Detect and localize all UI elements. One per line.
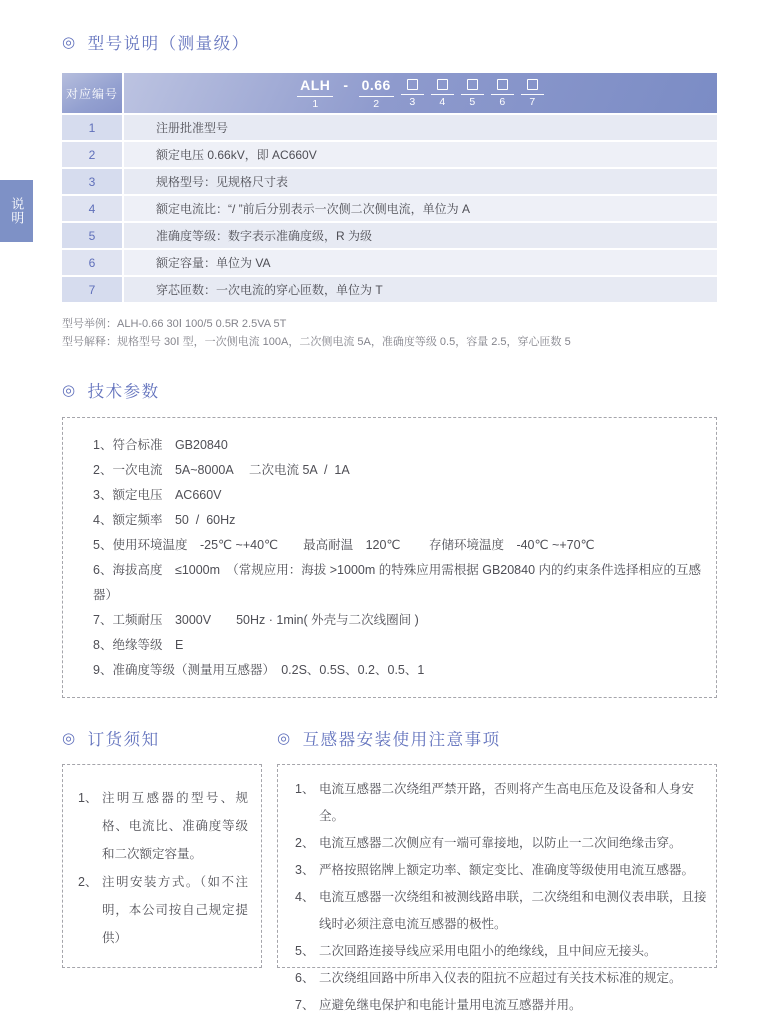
tech-param-item: 3、额定电压 AC660V [93, 488, 222, 502]
model-table-rows [62, 115, 717, 302]
side-tab-shuoming[interactable] [0, 180, 33, 242]
table-row [62, 196, 717, 221]
note-text: 电流互感器二次侧应有一端可靠接地，以防止一二次间绝缘击穿。 [319, 836, 682, 850]
row-description-cell: 额定容量：单位为 VA [124, 250, 717, 275]
note-number: 6、 [295, 971, 315, 985]
usage-note-item [295, 776, 708, 830]
table-row [62, 250, 717, 275]
tech-param-item: 9、准确度等级（测量用互感器） 0.2S、0.5S、0.2、0.5、1 [93, 663, 425, 677]
usage-note-item [295, 938, 708, 965]
model-code-segment-number: 4 [439, 95, 446, 108]
note-text: 二次回路连接导线应采用电阻小的绝缘线，且中间应无接头。 [319, 944, 657, 958]
placeholder-box-icon [467, 79, 478, 90]
model-code-segment-number: 3 [409, 95, 416, 108]
model-code-header-cell [124, 73, 717, 113]
model-code-segment [359, 77, 394, 110]
model-code-segment [491, 77, 514, 108]
model-code-segment [297, 77, 333, 110]
note-text: 注明安装方式。（如不注明，本公司按自己规定提供） [102, 875, 248, 945]
model-code-segment-number: 7 [529, 95, 536, 108]
model-code-segment [461, 77, 484, 108]
model-code-segment [521, 77, 544, 108]
model-code-segment-number: 2 [373, 97, 380, 110]
model-example-line: 型号举例：ALH-0.66 30Ⅰ 100/5 0.5R 2.5VA 5T [62, 318, 287, 330]
note-text: 应避免继电保护和电能计量用电流互感器并用。 [319, 998, 582, 1012]
usage-note-item [295, 857, 708, 884]
model-table-header [62, 73, 717, 113]
model-example-block [62, 315, 717, 351]
model-explanation-line: 型号解释：规格型号 30Ⅰ 型，一次侧电流 100A，二次侧电流 5A，准确度等级 0.5，容量 2.5，穿心匝数 5 [62, 336, 571, 348]
row-description-cell: 准确度等级：数字表示准确度级，R 为级 [124, 223, 717, 248]
usage-note-item [295, 992, 708, 1019]
note-number: 1、 [78, 791, 98, 805]
placeholder-box-icon [497, 79, 508, 90]
model-table [62, 73, 717, 302]
row-number-cell: 3 [62, 169, 122, 194]
model-code-segment-label: 0.66 [361, 76, 391, 93]
section-heading-model [62, 30, 717, 54]
ordering-column [62, 726, 262, 968]
section-heading-tech [62, 378, 717, 402]
model-code-segment-number: 1 [312, 97, 319, 110]
table-row [62, 277, 717, 302]
section-title-usage: 互感器安装使用注意事项 [302, 731, 501, 749]
tech-param-item: 8、绝缘等级 E [93, 638, 184, 652]
section-title-order: 订货须知 [87, 731, 160, 749]
tech-param-item: 6、海拔高度 ≤1000m （常规应用：海拔 >1000m 的特殊应用需根据 GB20840 内的约束条件选择相应的互感器） [93, 563, 702, 602]
placeholder-box-icon [437, 79, 448, 90]
note-number: 7、 [295, 998, 315, 1012]
row-number-cell: 7 [62, 277, 122, 302]
tech-param-item: 2、一次电流 5A~8000A 二次电流 5A / 1A [93, 463, 350, 477]
usage-notes-box [277, 764, 717, 1012]
row-number-cell: 4 [62, 196, 122, 221]
section-bullet-icon: ◎ [62, 729, 77, 747]
row-number-cell: 2 [62, 142, 122, 167]
usage-note-item [295, 884, 708, 938]
note-text: 注明互感器的型号、规格、电流比、准确度等级和二次额定容量。 [102, 791, 248, 861]
note-text: 严格按照铭牌上额定功率、额定变比、准确度等级使用电流互感器。 [319, 863, 695, 877]
model-code-segment-number: 6 [499, 95, 506, 108]
section-title-model: 型号说明（测量级） [87, 35, 250, 53]
model-code-segment-number: 5 [469, 95, 476, 108]
usage-column [277, 726, 717, 1012]
row-description-cell: 额定电流比：“/ ”前后分别表示一次侧二次侧电流，单位为 A [124, 196, 717, 221]
section-bullet-icon: ◎ [277, 729, 292, 747]
ordering-notes-box [62, 764, 262, 968]
side-tab-label: 说明 [9, 197, 25, 225]
usage-note-item [295, 830, 708, 857]
section-title-tech: 技术参数 [87, 383, 160, 401]
table-row [62, 115, 717, 140]
note-number: 5、 [295, 944, 315, 958]
model-code-segment [401, 77, 424, 108]
section-heading-order [62, 726, 262, 750]
tech-params-box [62, 417, 717, 698]
corner-header-cell: 对应编号 [62, 73, 122, 113]
model-code-segment-label: - [343, 77, 349, 93]
row-description-cell: 额定电压 0.66kV，即 AC660V [124, 142, 717, 167]
model-code-segment [431, 77, 454, 108]
note-number: 3、 [295, 863, 315, 877]
placeholder-box-icon [407, 79, 418, 90]
row-description-cell: 规格型号：见规格尺寸表 [124, 169, 717, 194]
model-code-segment [340, 77, 351, 107]
table-row [62, 223, 717, 248]
row-description-cell: 穿芯匝数：一次电流的穿心匝数，单位为 T [124, 277, 717, 302]
note-text: 二次绕组回路中所串入仪表的阻抗不应超过有关技术标准的规定。 [319, 971, 682, 985]
note-text: 电流互感器一次绕组和被测线路串联，二次绕组和电测仪表串联，且接线时必须注意电流互感器的极性。 [319, 890, 707, 931]
row-number-cell: 5 [62, 223, 122, 248]
usage-note-item [295, 965, 708, 992]
row-description-cell: 注册批准型号 [124, 115, 717, 140]
ordering-note-item [78, 784, 248, 868]
tech-param-item: 7、工频耐压 3000V 50Hz · 1min( 外壳与二次线圈间 ) [93, 613, 419, 627]
note-number: 4、 [295, 890, 315, 904]
note-number: 2、 [78, 875, 98, 889]
section-heading-usage [277, 726, 717, 750]
note-number: 2、 [295, 836, 315, 850]
section-bullet-icon: ◎ [62, 381, 77, 399]
model-code [297, 77, 544, 110]
note-text: 电流互感器二次绕组严禁开路，否则将产生高电压危及设备和人身安全。 [319, 782, 695, 823]
section-bullet-icon: ◎ [62, 33, 77, 51]
note-number: 1、 [295, 782, 315, 796]
tech-param-item: 1、符合标准 GB20840 [93, 438, 228, 452]
row-number-cell: 1 [62, 115, 122, 140]
bottom-columns [62, 726, 717, 1012]
tech-param-item: 4、额定频率 50 / 60Hz [93, 513, 236, 527]
table-row [62, 169, 717, 194]
placeholder-box-icon [527, 79, 538, 90]
table-row [62, 142, 717, 167]
model-code-segment-label: ALH [300, 76, 331, 93]
tech-param-item: 5、使用环境温度 -25℃ ~+40℃ 最高耐温 120℃ 存储环境温度 -40℃ ~+70℃ [93, 538, 595, 552]
row-number-cell: 6 [62, 250, 122, 275]
ordering-note-item [78, 868, 248, 952]
